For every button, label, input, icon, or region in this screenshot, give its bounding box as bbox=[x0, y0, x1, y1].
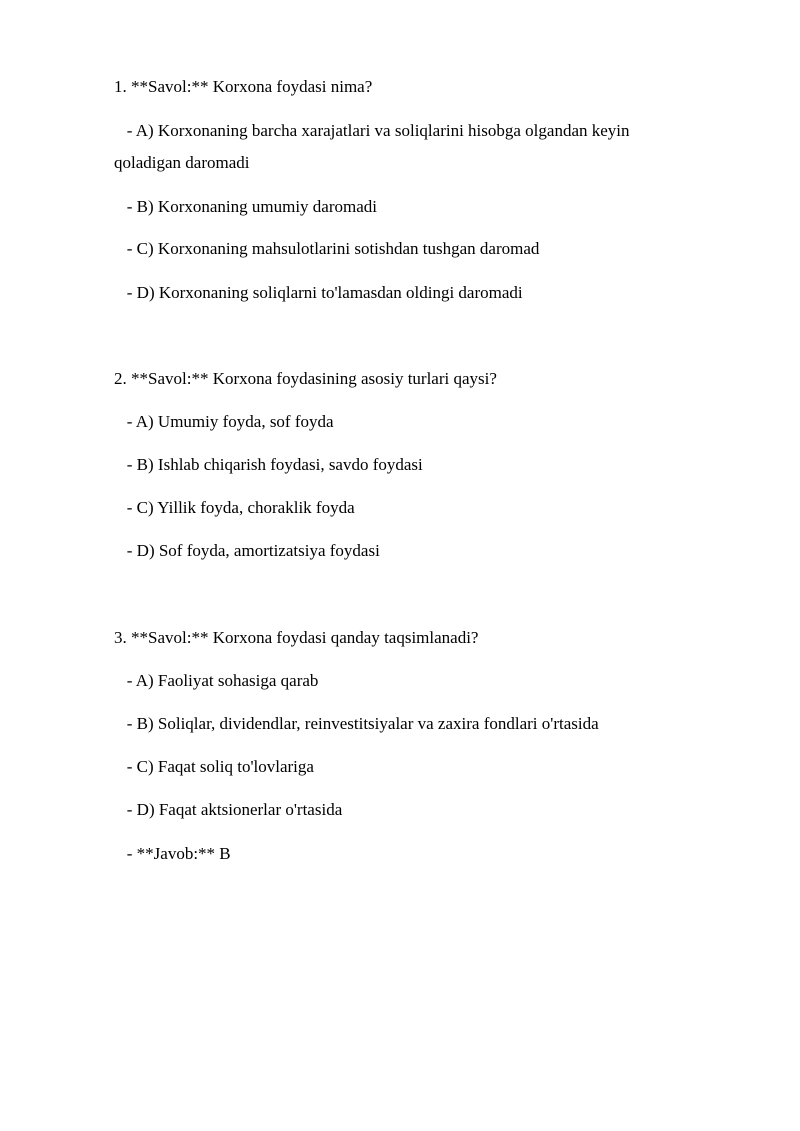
question-2-option-b: - B) Ishlab chiqarish foydasi, savdo foydasi bbox=[114, 455, 423, 474]
question-2-option-c: - C) Yillik foyda, choraklik foyda bbox=[114, 498, 355, 517]
question-3-option-b: - B) Soliqlar, dividendlar, reinvestitsiyalar va zaxira fondlari o'rtasida bbox=[114, 714, 599, 733]
question-2-option-d: - D) Sof foyda, amortizatsiya foydasi bbox=[114, 541, 380, 560]
question-2-option-a: - A) Umumiy foyda, sof foyda bbox=[114, 412, 334, 431]
question-1-option-a: - A) Korxonaning barcha xarajatlari va soliqlarini hisobga olgandan keyin bbox=[114, 121, 630, 140]
question-1-option-a-continuation: qoladigan daromadi bbox=[114, 153, 250, 172]
question-1-option-b: - B) Korxonaning umumiy daromadi bbox=[114, 197, 377, 216]
question-3-text: 3. **Savol:** Korxona foydasi qanday taqsimlanadi? bbox=[114, 628, 479, 647]
question-3-answer: - **Javob:** B bbox=[114, 844, 231, 863]
question-3-option-c: - C) Faqat soliq to'lovlariga bbox=[114, 757, 314, 776]
question-1-option-c: - C) Korxonaning mahsulotlarini sotishdan tushgan daromad bbox=[114, 239, 540, 258]
question-1-option-d: - D) Korxonaning soliqlarni to'lamasdan oldingi daromadi bbox=[114, 283, 523, 302]
question-3-option-a: - A) Faoliyat sohasiga qarab bbox=[114, 671, 319, 690]
question-3-option-d: - D) Faqat aktsionerlar o'rtasida bbox=[114, 800, 343, 819]
question-1-text: 1. **Savol:** Korxona foydasi nima? bbox=[114, 77, 373, 96]
question-2-text: 2. **Savol:** Korxona foydasining asosiy turlari qaysi? bbox=[114, 369, 497, 388]
